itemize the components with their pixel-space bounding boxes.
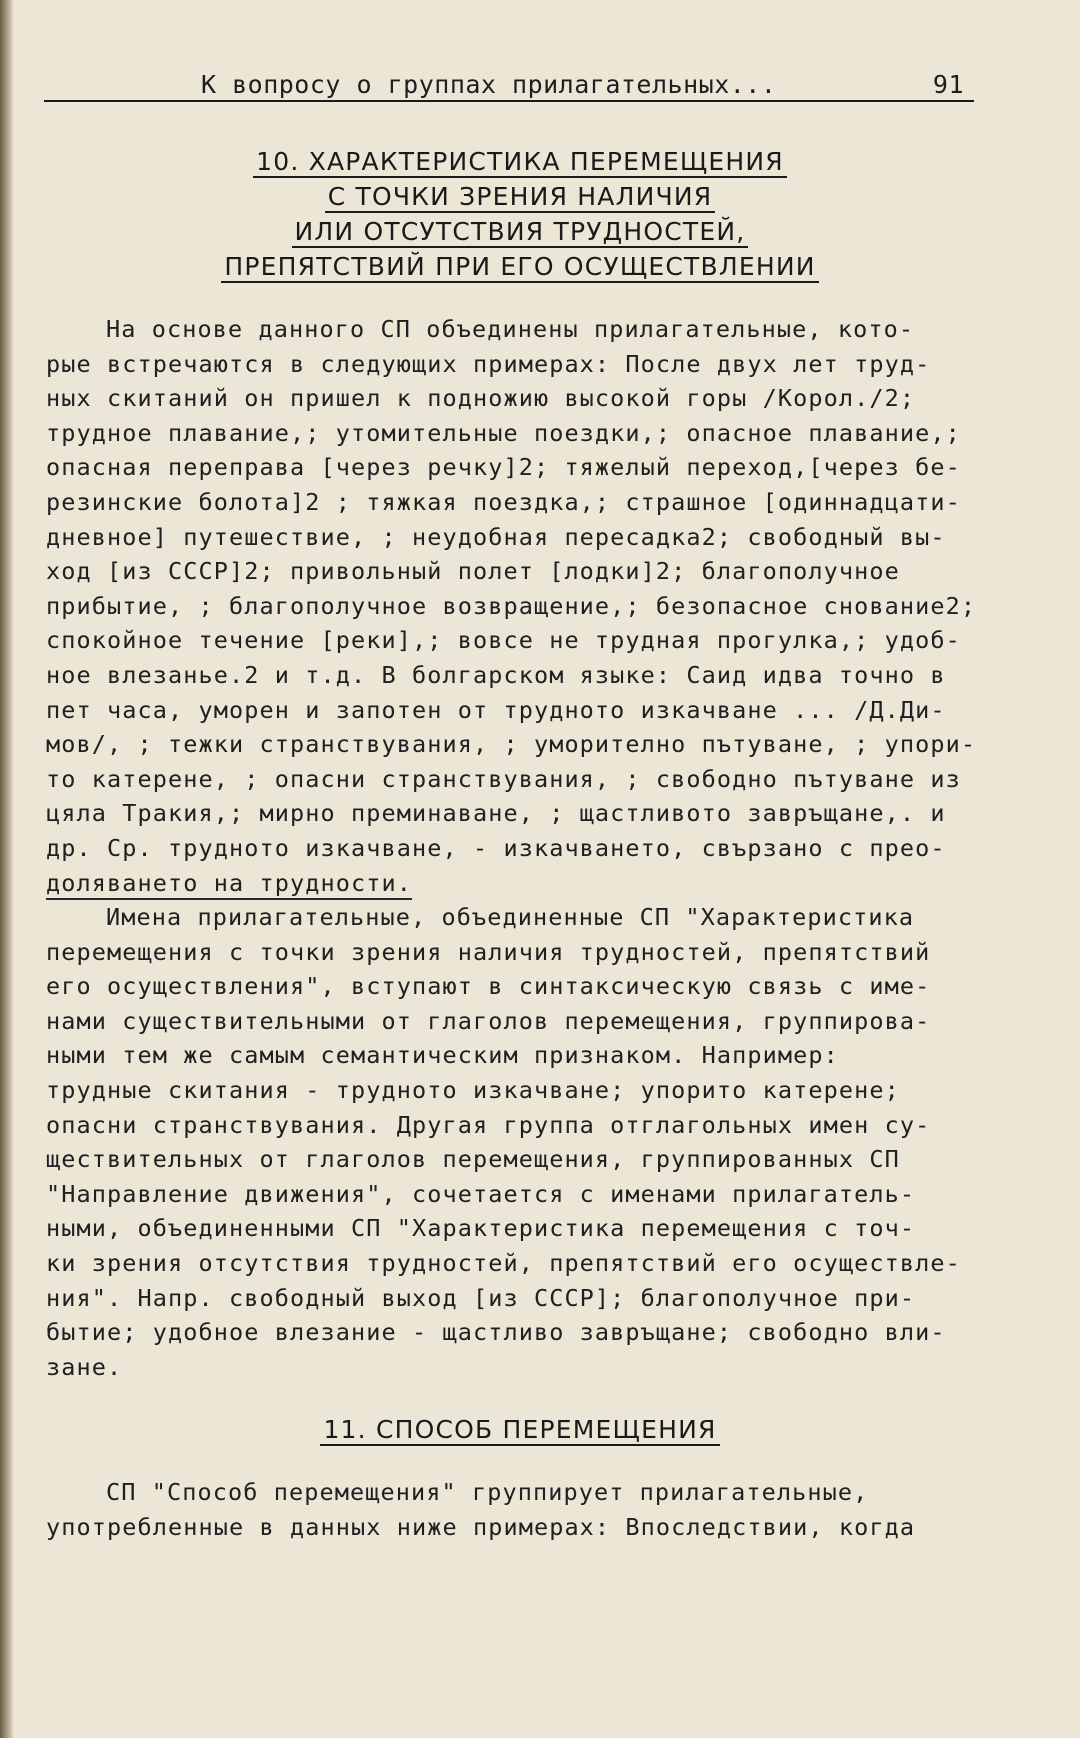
- text-line: прибытие, ; благополучное возвращение,; безопасное снование2;: [46, 591, 977, 620]
- heading-line: 11. СПОСОБ ПЕРЕМЕЩЕНИЯ: [0, 1413, 1040, 1448]
- text-line: мов/, ; тежки странствувания, ; уморително пътуване, ; упори-: [46, 730, 977, 759]
- text-line: ное влезанье.2 и т.д. В болгарском языке: Саид идва точно в: [46, 660, 946, 689]
- text-line: ными, объединенными СП "Характеристика перемещения с точ-: [46, 1214, 916, 1243]
- text-line: ки зрения отсутствия трудностей, препятствий его осуществле-: [46, 1248, 961, 1277]
- text-line: опасная переправа [через речку]2; тяжелый переход,[через бе-: [46, 453, 961, 482]
- text-line: дневное] путешествие, ; неудобная пересадка2; свободный вы-: [46, 522, 946, 551]
- text-line: "Направление движения", сочетается с именами прилагатель-: [46, 1179, 916, 1208]
- text-line: др. Ср. трудното изкачване, - изкачването, свързано с прео-: [46, 833, 946, 862]
- section-11-heading: [0, 1413, 1040, 1448]
- text-line: бытие; удобное влезание - щастливо завръщане; свободно вли-: [46, 1318, 946, 1347]
- section-10-paragraph-2: [46, 900, 990, 1384]
- text-line: пет часа, уморен и запотен от трудното изкачване ... /Д.Ди-: [46, 695, 946, 724]
- text-line: доляването на трудности.: [46, 866, 990, 901]
- text-line: цяла Тракия,; мирно преминаване, ; щастливото завръщане,. и: [46, 799, 946, 828]
- text-line: перемещения с точки зрения наличия трудностей, препятствий: [46, 937, 931, 966]
- text-line: опасни странствувания. Другая группа отглагольных имен су-: [46, 1110, 931, 1139]
- text-line: зане.: [46, 1352, 123, 1381]
- heading-line: ИЛИ ОТСУТСТВИЯ ТРУДНОСТЕЙ,: [0, 215, 1040, 250]
- text-line: ход [из СССР]2; привольный полет [лодки]2; благополучное: [46, 557, 900, 586]
- heading-line: 10. ХАРАКТЕРИСТИКА ПЕРЕМЕЩЕНИЯ: [0, 145, 1040, 180]
- text-line: трудное плавание,; утомительные поездки,; опасное плавание,;: [46, 418, 961, 447]
- text-line: то катерене, ; опасни странствувания, ; свободно пътуване из: [46, 764, 961, 793]
- text-line: ными тем же самым семантическим признаком. Например:: [46, 1041, 839, 1070]
- text-line: ществительных от глаголов перемещения, группированных СП: [46, 1145, 900, 1174]
- text-line: спокойное течение [реки],; вовсе не трудная прогулка,; удоб-: [46, 626, 961, 655]
- text-line: употребленные в данных ниже примерах: Впоследствии, когда: [46, 1512, 916, 1541]
- text-line: его осуществления", вступают в синтаксическую связь с име-: [46, 972, 931, 1001]
- text-line: На основе данного СП объединены прилагательные, кото-: [106, 315, 915, 343]
- text-line: ния". Напр. свободный выход [из СССР]; благополучное при-: [46, 1283, 916, 1312]
- heading-line: ПРЕПЯТСТВИЙ ПРИ ЕГО ОСУЩЕСТВЛЕНИИ: [0, 250, 1040, 285]
- heading-line: С ТОЧКИ ЗРЕНИЯ НАЛИЧИЯ: [0, 180, 1040, 215]
- section-11-paragraph: [46, 1475, 990, 1544]
- text-line: рые встречаются в следующих примерах: После двух лет труд-: [46, 349, 931, 378]
- text-line: нами существительными от глаголов перемещения, группирова-: [46, 1006, 931, 1035]
- section-10-paragraph-1: [46, 312, 990, 900]
- page-number: 91: [932, 70, 964, 99]
- section-10-heading: [0, 145, 1040, 285]
- text-line: СП "Способ перемещения" группирует прилагательные,: [106, 1478, 869, 1506]
- running-head: [44, 66, 974, 102]
- text-line: ных скитаний он пришел к подножию высокой горы /Корол./2;: [46, 384, 916, 413]
- running-head-title: К вопросу о группах прилагательных...: [201, 70, 777, 99]
- text-line: резинские болота]2 ; тяжкая поездка,; страшное [одиннадцати-: [46, 487, 961, 516]
- text-line: трудные скитания - трудното изкачване; упорито катерене;: [46, 1075, 900, 1104]
- text-line: Имена прилагательные, объединенные СП "Характеристика: [106, 903, 915, 931]
